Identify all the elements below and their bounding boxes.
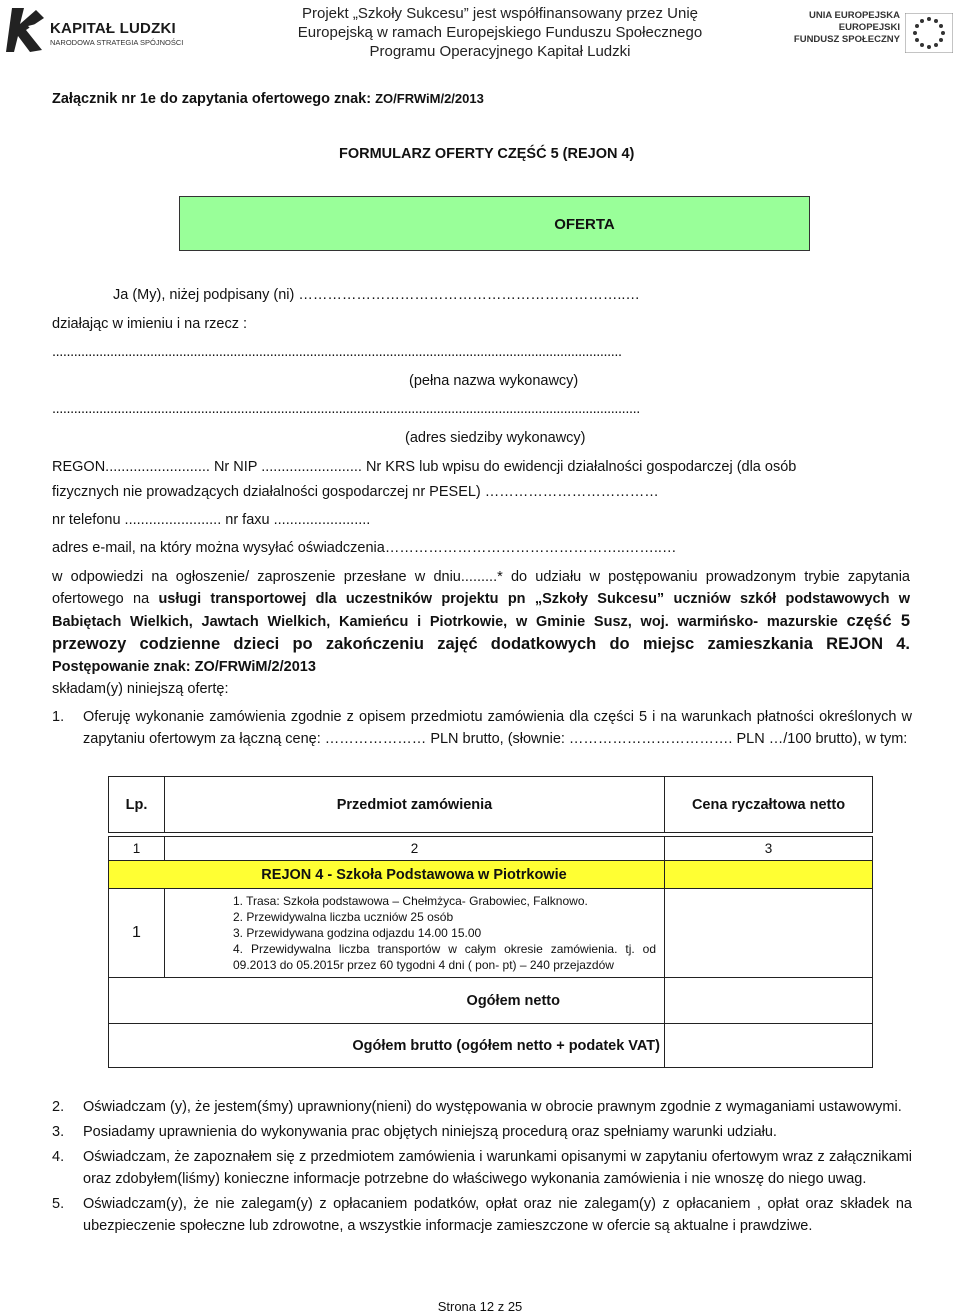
left-logo-title: KAPITAŁ LUDZKI (50, 20, 176, 37)
header-lp: Lp. (109, 777, 165, 833)
header-subject: Przedmiot zamówienia (165, 777, 665, 833)
header-line-3: Programu Operacyjnego Kapitał Ludzki (369, 43, 631, 60)
header-price: Cena ryczałtowa netto (665, 777, 873, 833)
page-number: Strona 12 z 25 (437, 1299, 523, 1314)
annex-reference: ZO/FRWiM/2/2013 (375, 91, 484, 106)
eu-logo-line-2: EUROPEJSKI (838, 22, 900, 33)
form-title: FORMULARZ OFERTY CZĘŚĆ 5 (REJON 4) (339, 146, 635, 162)
signed-line: Ja (My), niżej podpisany (ni) …………………………………………………………..… (113, 287, 640, 303)
eu-logo (770, 10, 955, 60)
index-2: 2 (165, 837, 665, 861)
transports-item: 4. Przewidywalna liczba transportów w całym okresie zamówienia. tj. od 09.2013 do 05.2015r przez 60 tygodni 4 dni ( pon- pt) – 240 przejazdów (233, 942, 656, 972)
offer-table (108, 776, 873, 1068)
statement-5: 5. Oświadczam(y), że nie zalegam(y) z opłacaniem podatków, opłat oraz nie zalegam(y) z opłacaniem , opłat oraz składek na ubezpieczenie społeczne lub zdrowotne, a wszystkie informacje zamieszczone w ofercie są aktualne i prawdziwe. (52, 1196, 912, 1234)
route-item: 1. Trasa: Szkoła podstawowa – Chełmżyca- Grabowiec, Falknowo. (233, 894, 588, 908)
index-3: 3 (665, 837, 873, 861)
address-dots-field[interactable]: .................................................................................................................................................................. (52, 401, 640, 417)
name-caption: (pełna nazwa wykonawcy) (409, 373, 579, 389)
departure-item: 3. Przewidywana godzina odjazdu 14.00 15.00 (233, 926, 482, 940)
annex-title: Załącznik nr 1e do zapytania ofertowego znak: ZO/FRWiM/2/2013 (52, 91, 484, 107)
row-price-cell[interactable] (665, 889, 873, 978)
total-gross-cell[interactable] (665, 1024, 873, 1068)
eu-flag-icon (905, 13, 953, 53)
acting-line: działając w imieniu i na rzecz : (52, 316, 248, 332)
email-line: adres e-mail, na który można wysyłać oświadczenia…………………………………………..……..… (52, 540, 677, 556)
students-item: 2. Przewidywalna liczba uczniów 25 osób (233, 910, 454, 924)
table-index-row (109, 837, 873, 861)
region-row (109, 861, 873, 889)
kapital-ludzki-emblem-icon (6, 6, 46, 54)
address-caption: (adres siedziby wykonawcy) (405, 430, 586, 446)
offer-label: OFERTA (554, 216, 615, 233)
name-dots-field[interactable]: ............................................................................................................................................................. (52, 344, 622, 360)
statement-2: 2. Oświadczam (y), że jestem(śmy) uprawniony(nieni) do występowania w obrocie prawnym zgodnie z wymaganiami ustawowymi. (52, 1099, 902, 1115)
total-gross-label: Ogółem brutto (ogółem netto + podatek VAT) (165, 1024, 665, 1068)
offer-banner (179, 196, 810, 251)
statement-1: 1. Oferuję wykonanie zamówienia zgodnie z opisem przedmiotu zamówienia dla części 5 i na warunkach płatności określonych w zapytaniu ofertowym za łączną cenę: ………………… PLN brutto, (słownie: ……………………………. PLN …/100 brutto), w tym: (52, 709, 912, 747)
project-header (290, 4, 710, 61)
pesel-line: fizycznych nie prowadzących działalności gospodarczej nr PESEL) ……………………………… (52, 484, 659, 500)
table-row (109, 889, 873, 978)
region-title: REJON 4 - Szkoła Podstawowa w Piotrkowie (109, 861, 665, 889)
eu-logo-line-3: FUNDUSZ SPOŁECZNY (793, 34, 900, 45)
total-net-label: Ogółem netto (165, 978, 665, 1024)
index-1: 1 (109, 837, 165, 861)
header-line-2: Europejską w ramach Europejskiego Funduszu Społecznego (297, 24, 703, 41)
total-gross-row (109, 1024, 873, 1068)
regon-nip-line: REGON.......................... Nr NIP ......................... Nr KRS lub wpisu do ewidencji działalności gospodarczej (dla osób (52, 459, 797, 475)
statement-3: 3. Posiadamy uprawnienia do wykonywania prac objętych niniejszą procedurą oraz spełniamy warunki udziału. (52, 1124, 777, 1140)
total-net-row (109, 978, 873, 1024)
total-net-cell[interactable] (665, 978, 873, 1024)
eu-logo-line-1: UNIA EUROPEJSKA (809, 10, 900, 21)
table-header-row (109, 777, 873, 833)
submit-line: składam(y) niniejszą ofertę: (52, 681, 229, 697)
left-logo-subtitle: NARODOWA STRATEGIA SPÓJNOŚCI (50, 38, 184, 47)
intro-paragraph: w odpowiedzi na ogłoszenie/ zaproszenie przesłane w dniu.........* do udziału w postępowaniu prowadzonym trybie zapytania ofertowego na usługi transportowej dla uczestników projektu pn „Szkoły Sukcesu” uczniów szkół podstawowych w Babiętach Wielkich, Jawtach Wielkich, Kamieńcu i Piotrkowie, w Gminie Susz, woj. warmińsko- mazurskie część 5 przewozy codzienne dzieci po zakończeniu zajęć dodatkowych do miejsc zamieszkania REJON 4. Postępowanie znak: ZO/FRWiM/2/2013 (52, 569, 910, 675)
header-line-1: Projekt „Szkoły Sukcesu” jest współfinansowany przez Unię (302, 5, 698, 22)
statement-4: 4. Oświadczam, że zapoznałem się z przedmiotem zamówienia i warunkami opisanymi w zapytaniu ofertowym wraz z załącznikami oraz zdobyłem(liśmy) konieczne informacje potrzebne do właściwego wykonania zamówienia i nie wnoszę do niego uwag. (52, 1149, 912, 1187)
kapital-ludzki-logo (6, 6, 206, 56)
phone-fax-line: nr telefonu ........................ nr faxu ........................ (52, 512, 371, 528)
row-lp: 1 (109, 889, 165, 978)
row-description (165, 889, 665, 978)
